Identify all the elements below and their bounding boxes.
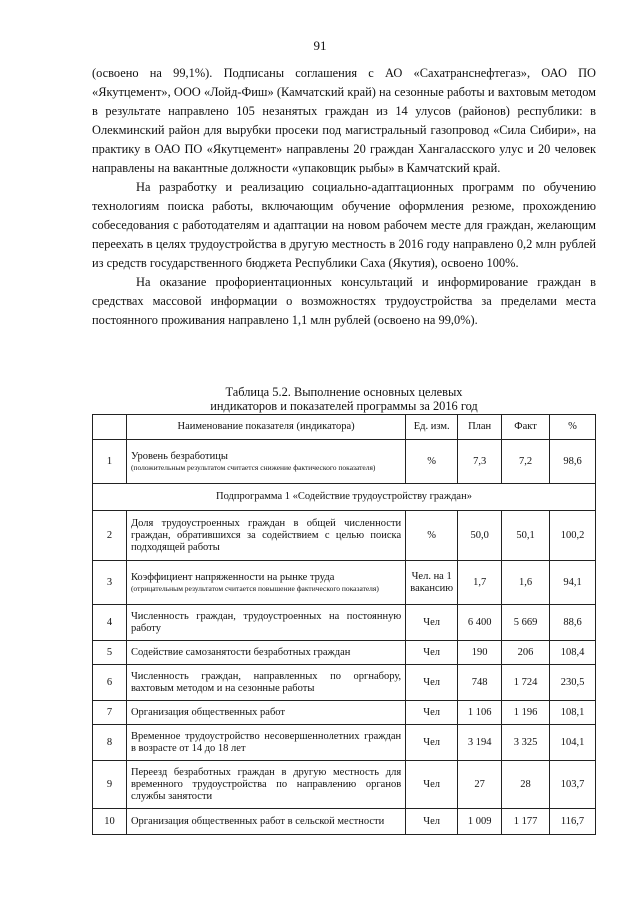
row-fact: 7,2 bbox=[502, 440, 550, 484]
row-note: (отрицательным результатом считается повышение фактического показателя) bbox=[130, 584, 379, 593]
row-percent: 103,7 bbox=[550, 761, 596, 809]
header-unit: Ед. изм. bbox=[406, 415, 458, 440]
row-name: Организация общественных работ в сельской местности bbox=[126, 809, 405, 835]
header-num bbox=[93, 415, 127, 440]
row-unit: Чел bbox=[406, 641, 458, 665]
row-name bbox=[126, 440, 405, 484]
row-percent: 108,4 bbox=[550, 641, 596, 665]
row-plan: 1,7 bbox=[458, 561, 502, 605]
row-unit: Чел. на 1 вакансию bbox=[406, 561, 458, 605]
table-row bbox=[93, 761, 596, 809]
row-percent: 104,1 bbox=[550, 725, 596, 761]
row-num: 5 bbox=[93, 641, 127, 665]
row-plan: 6 400 bbox=[458, 605, 502, 641]
row-num: 8 bbox=[93, 725, 127, 761]
row-fact: 1,6 bbox=[502, 561, 550, 605]
subprogram-row bbox=[93, 484, 596, 511]
indicators-table bbox=[92, 414, 596, 835]
row-fact: 206 bbox=[502, 641, 550, 665]
paragraph: На оказание профориентационных консультаций и информирование граждан в средствах массовой информации о возможностях трудоустройства за пределами места постоянного проживания направлено 1,1 млн рублей (освоено на 99,0%). bbox=[92, 275, 596, 327]
row-fact: 28 bbox=[502, 761, 550, 809]
table-row bbox=[93, 701, 596, 725]
row-percent: 116,7 bbox=[550, 809, 596, 835]
row-plan: 1 106 bbox=[458, 701, 502, 725]
row-num: 10 bbox=[93, 809, 127, 835]
row-num: 3 bbox=[93, 561, 127, 605]
row-plan: 190 bbox=[458, 641, 502, 665]
row-plan: 1 009 bbox=[458, 809, 502, 835]
row-fact: 1 196 bbox=[502, 701, 550, 725]
table-row bbox=[93, 440, 596, 484]
row-unit: Чел bbox=[406, 809, 458, 835]
row-note: (положительным результатом считается снижение фактического показателя) bbox=[130, 463, 376, 472]
table-caption-line: Таблица 5.2. Выполнение основных целевых bbox=[225, 385, 463, 399]
row-name: Организация общественных работ bbox=[126, 701, 405, 725]
row-num: 7 bbox=[93, 701, 127, 725]
row-num: 4 bbox=[93, 605, 127, 641]
subprogram-title: Подпрограмма 1 «Содействие трудоустройству граждан» bbox=[93, 484, 596, 511]
row-fact: 5 669 bbox=[502, 605, 550, 641]
header-name: Наименование показателя (индикатора) bbox=[126, 415, 405, 440]
row-num: 6 bbox=[93, 665, 127, 701]
row-name: Переезд безработных граждан в другую местность для временного трудоустройства по направлению органов службы занятости bbox=[126, 761, 405, 809]
table-row bbox=[93, 665, 596, 701]
table-header-row bbox=[93, 415, 596, 440]
row-fact: 50,1 bbox=[502, 511, 550, 561]
row-percent: 88,6 bbox=[550, 605, 596, 641]
row-percent: 230,5 bbox=[550, 665, 596, 701]
header-fact: Факт bbox=[502, 415, 550, 440]
row-percent: 100,2 bbox=[550, 511, 596, 561]
row-plan: 27 bbox=[458, 761, 502, 809]
row-name-text: Уровень безработицы bbox=[130, 451, 228, 462]
row-unit: Чел bbox=[406, 605, 458, 641]
row-name: Содействие самозанятости безработных граждан bbox=[126, 641, 405, 665]
row-name: Численность граждан, направленных по оргнабору, вахтовым методом и на сезонные работы bbox=[126, 665, 405, 701]
row-plan: 50,0 bbox=[458, 511, 502, 561]
row-unit: Чел bbox=[406, 701, 458, 725]
table-row bbox=[93, 561, 596, 605]
row-unit: % bbox=[406, 440, 458, 484]
table-row bbox=[93, 725, 596, 761]
row-fact: 1 177 bbox=[502, 809, 550, 835]
row-unit: Чел bbox=[406, 725, 458, 761]
paragraph: На разработку и реализацию социально-адаптационных программ по обучению технологиям поиска работы, включающим обучение оформления резюме, прохождению собеседования с работодателям и адаптации на новом рабочем месте для граждан, желающим переехать в целях трудоустройства в другую местность в 2016 году направлено 0,2 млн рублей из средств государственного бюджета Республики Саха (Якутия), освоено 100%. bbox=[92, 180, 596, 270]
row-unit: Чел bbox=[406, 665, 458, 701]
row-name-text: Коэффициент напряженности на рынке труда bbox=[130, 572, 335, 583]
row-name: Временное трудоустройство несовершеннолетних граждан в возрасте от 14 до 18 лет bbox=[126, 725, 405, 761]
row-plan: 7,3 bbox=[458, 440, 502, 484]
row-num: 9 bbox=[93, 761, 127, 809]
row-plan: 3 194 bbox=[458, 725, 502, 761]
row-num: 2 bbox=[93, 511, 127, 561]
page-number: 91 bbox=[313, 38, 327, 53]
table-row bbox=[93, 641, 596, 665]
row-name bbox=[126, 561, 405, 605]
row-percent: 98,6 bbox=[550, 440, 596, 484]
header-percent: % bbox=[550, 415, 596, 440]
table-caption-line: индикаторов и показателей программы за 2016 год bbox=[210, 399, 478, 413]
row-plan: 748 bbox=[458, 665, 502, 701]
row-fact: 3 325 bbox=[502, 725, 550, 761]
header-plan: План bbox=[458, 415, 502, 440]
row-percent: 94,1 bbox=[550, 561, 596, 605]
table-row bbox=[93, 605, 596, 641]
row-name: Доля трудоустроенных граждан в общей численности граждан, обратившихся за содействием с целью поиска подходящей работы bbox=[126, 511, 405, 561]
row-percent: 108,1 bbox=[550, 701, 596, 725]
row-unit: % bbox=[406, 511, 458, 561]
table-row bbox=[93, 809, 596, 835]
row-num: 1 bbox=[93, 440, 127, 484]
body-text bbox=[92, 64, 596, 330]
table-caption bbox=[92, 385, 596, 413]
row-fact: 1 724 bbox=[502, 665, 550, 701]
table-row bbox=[93, 511, 596, 561]
paragraph: (освоено на 99,1%). Подписаны соглашения с АО «Сахатранснефтегаз», ОАО ПО «Якутцемент», ООО «Лойд-Фиш» (Камчатский край) на сезонные работы и вахтовым методом в результате направлено 105 незанятых граждан из 14 улусов (районов) республики: в Олекминский район для вырубки просеки под магистральный газопровод «Сила Сибири», на практику в ОАО ПО «Якутцемент» направлены 20 граждан Хангаласского улус и 20 человек направлены на вакантные должности «упаковщик рыбы» в Камчатский край. bbox=[92, 66, 596, 175]
row-name: Численность граждан, трудоустроенных на постоянную работу bbox=[126, 605, 405, 641]
row-unit: Чел bbox=[406, 761, 458, 809]
